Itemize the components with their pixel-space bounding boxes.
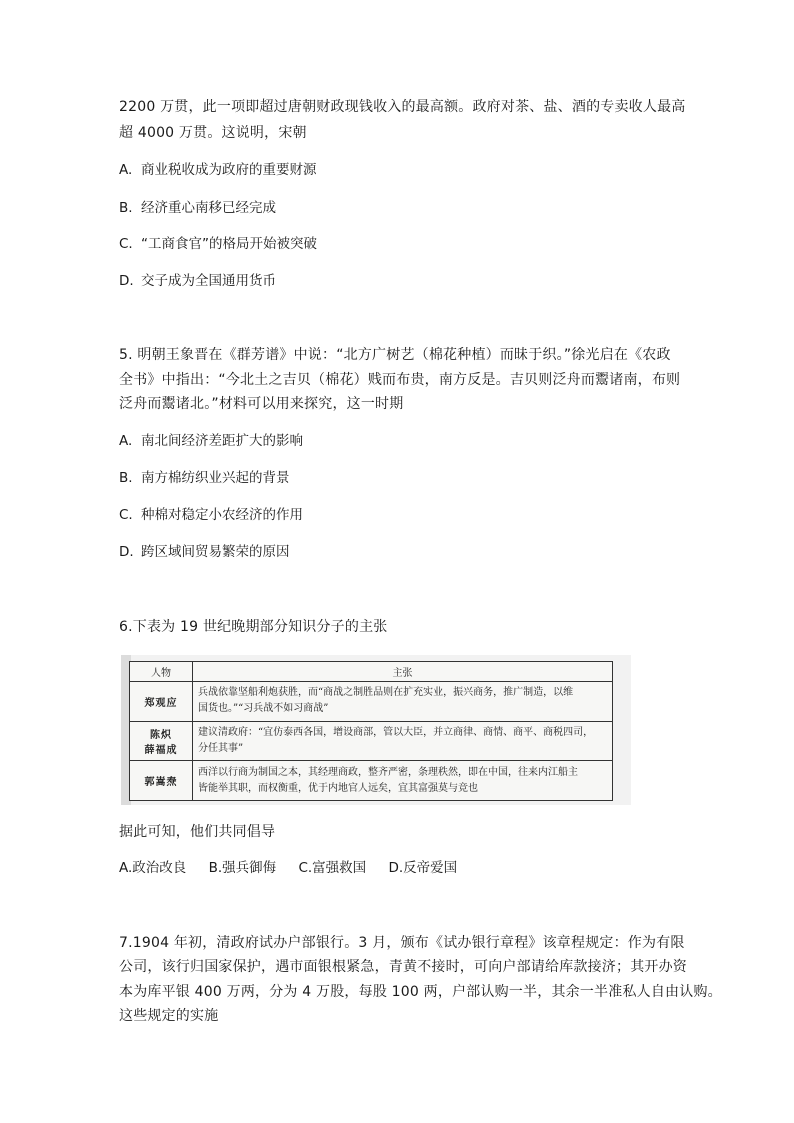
q5-option-c: C. 种棉对稳定小农经济的作用 xyxy=(119,507,303,523)
table-header-row xyxy=(130,662,613,682)
table-row xyxy=(130,721,613,761)
table-row xyxy=(130,682,613,722)
claim-line: 分任其事” xyxy=(198,742,244,754)
claim-line: 兵战依靠坚船利炮获胜，而“商战之制胜品则在扩充实业，振兴商务，推广制造，以维 xyxy=(198,687,574,699)
q5-option-a: A. 南北间经济差距扩大的影响 xyxy=(119,433,303,449)
person-name xyxy=(130,721,193,761)
person-claim xyxy=(193,682,613,722)
person-claim xyxy=(193,761,613,801)
q5-stem-line-2: 全书》中指出：“今北土之吉贝（棉花）贱而布贵，南方反是。吉贝则泛舟而鬻诸南，布则 xyxy=(119,372,681,388)
q6-choice-b: B.强兵御侮 xyxy=(208,860,277,876)
q4-option-c: C. “工商食官”的格局开始被突破 xyxy=(119,236,317,252)
q7-stem-line-2: 公司，该行归国家保护，遇市面银根紧急，青黄不接时，可向户部请给库款接济；其开办资 xyxy=(119,959,687,975)
person-name-line: 陈炽 xyxy=(150,729,172,741)
header-person: 人物 xyxy=(130,662,193,682)
header-claim: 主张 xyxy=(193,662,613,682)
q7-stem-line-3: 本为库平银 400 万两，分为 4 万股，每股 100 两，户部认购一半，其余一半准私人自由认购。 xyxy=(119,984,722,1000)
person-name: 郑观应 xyxy=(130,682,193,722)
claim-line: 建议清政府：“宜仿泰西各国，增设商部，管以大臣，并立商律、商情、商平、商税四司， xyxy=(198,726,594,738)
scanned-table-image xyxy=(121,655,631,805)
q5-option-d: D. 跨区域间贸易繁荣的原因 xyxy=(119,544,290,560)
q5-stem-line-3: 泛舟而鬻诸北。”材料可以用来探究，这一时期 xyxy=(119,396,404,412)
q6-choice-d: D.反帝爱国 xyxy=(388,860,458,876)
person-name: 郭嵩焘 xyxy=(130,761,193,801)
claim-line: 国货也。”“习兵战不如习商战” xyxy=(198,703,329,715)
q4-option-a: A. 商业税收成为政府的重要财源 xyxy=(119,162,317,178)
q5-stem-line-1: 5. 明朝王象晋在《群芳谱》中说：“北方广树艺（棉花种植）而昧于织。”徐光启在《农政 xyxy=(119,347,671,363)
q7-stem-line-1: 7.1904 年初，清政府试办户部银行。3 月，颁布《试办银行章程》该章程规定：作为有限 xyxy=(119,935,685,951)
claims-table xyxy=(129,661,613,801)
person-claim xyxy=(193,721,613,761)
q6-choice-a: A.政治改良 xyxy=(119,860,187,876)
q6-choice-c: C.富强救国 xyxy=(298,860,367,876)
q4-option-d: D. 交子成为全国通用货币 xyxy=(119,273,276,289)
q4-stem-line-2: 超 4000 万贯。这说明，宋朝 xyxy=(119,125,307,141)
table-row xyxy=(130,761,613,801)
q6-follow-text: 据此可知，他们共同倡导 xyxy=(119,824,276,840)
claim-line: 西洋以行商为制国之本，其经理商政，整齐严密，条理秩然，即在中国，往来内江船主 xyxy=(198,766,578,778)
q4-option-b: B. 经济重心南移已经完成 xyxy=(119,200,276,216)
q4-stem-line-1: 2200 万贯，此一项即超过唐朝财政现钱收入的最高额。政府对茶、盐、酒的专卖收人最高 xyxy=(119,99,686,115)
claim-line: 皆能举其职，而权衡重，优于内地官人远矣，宜其富强莫与竞也 xyxy=(198,782,478,794)
q6-choices xyxy=(119,858,475,878)
q7-stem-line-4: 这些规定的实施 xyxy=(119,1008,219,1024)
q6-stem: 6.下表为 19 世纪晚期部分知识分子的主张 xyxy=(119,619,388,635)
person-name-line: 薛福成 xyxy=(144,744,178,756)
q5-option-b: B. 南方棉纺织业兴起的背景 xyxy=(119,470,290,486)
